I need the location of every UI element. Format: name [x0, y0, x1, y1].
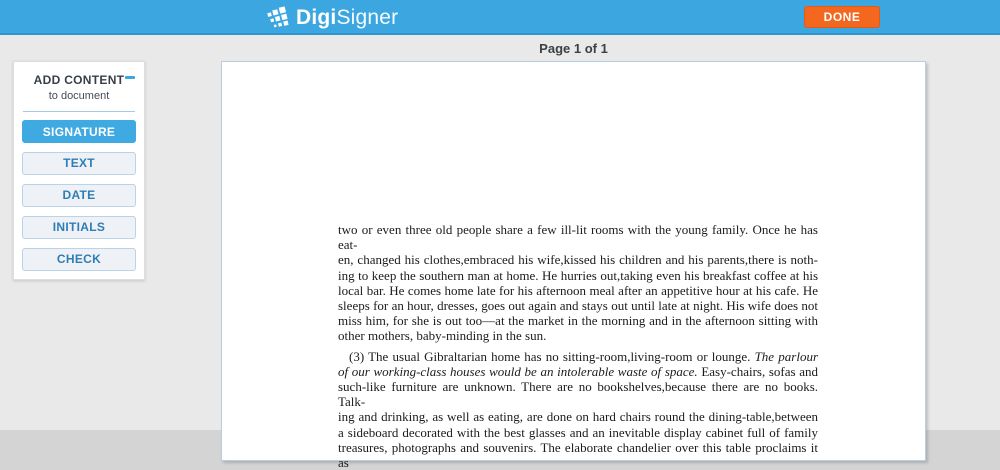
page-indicator: Page 1 of 1 — [539, 41, 608, 56]
initials-button[interactable]: INITIALS — [22, 216, 136, 239]
date-button[interactable]: DATE — [22, 184, 136, 207]
panel-title: ADD CONTENT — [33, 73, 125, 87]
brand-name-bold: Digi — [296, 6, 337, 29]
document-paragraph — [338, 349, 818, 470]
document-line: ing to keep the southern man at home. He hurries out,taking even his breakfast coffee at his — [338, 267, 818, 283]
top-bar — [0, 0, 1000, 35]
document-line: other mothers, baby-minding in the sun. — [338, 328, 547, 344]
document-paragraph — [338, 222, 818, 344]
document-line: ing and drinking, as well as eating, are done on hard chairs round the dining-table,between — [338, 409, 818, 425]
document-text — [338, 222, 818, 470]
document-page[interactable] — [221, 61, 926, 470]
text-button[interactable]: TEXT — [22, 152, 136, 175]
collapse-minus-icon[interactable] — [125, 76, 135, 79]
document-line: treasures, photographs and souvenirs. The elaborate chandelier over this table proclaims it as — [338, 439, 818, 470]
done-button[interactable]: DONE — [804, 6, 880, 28]
brand-name-light: Signer — [336, 6, 399, 29]
document-line: local bar. He comes home late for his afternoon meal after an appetitive hour at his cafe. He — [338, 282, 818, 298]
document-line: en, changed his clothes,embraced his wife,kissed his children and his parents,there is noth- — [338, 252, 818, 268]
document-line: sleeps for an hour, dresses, goes out again and stays out until late at night. His wife does not — [338, 298, 818, 314]
digisigner-logo-icon — [266, 4, 292, 31]
document-line: miss him, for she is out too—at the market in the morning and in the afternoon sitting with — [338, 313, 818, 329]
signature-button[interactable]: SIGNATURE — [22, 120, 136, 143]
document-line: of our working-class houses would be an intolerable waste of space. Easy-chairs, sofas and — [338, 363, 818, 379]
document-line: such-like furniture are unknown. There are no bookshelves,because there are no books. Talk- — [338, 379, 818, 410]
document-line: two or even three old people share a few ill-lit rooms with the young family. Once he has eat- — [338, 222, 818, 253]
add-content-panel — [13, 61, 145, 280]
document-line: a sideboard decorated with the best glasses and an inevitable display cabinet full of family — [338, 424, 818, 440]
check-button[interactable]: CHECK — [22, 248, 136, 271]
panel-buttons — [22, 120, 136, 271]
panel-subtitle: to document — [48, 90, 110, 102]
brand-name — [296, 7, 398, 28]
document-line: (3) The usual Gibraltarian home has no sitting-room,living-room or lounge. The parlour — [349, 348, 818, 364]
brand-logo — [266, 3, 398, 32]
panel-divider — [23, 111, 135, 112]
